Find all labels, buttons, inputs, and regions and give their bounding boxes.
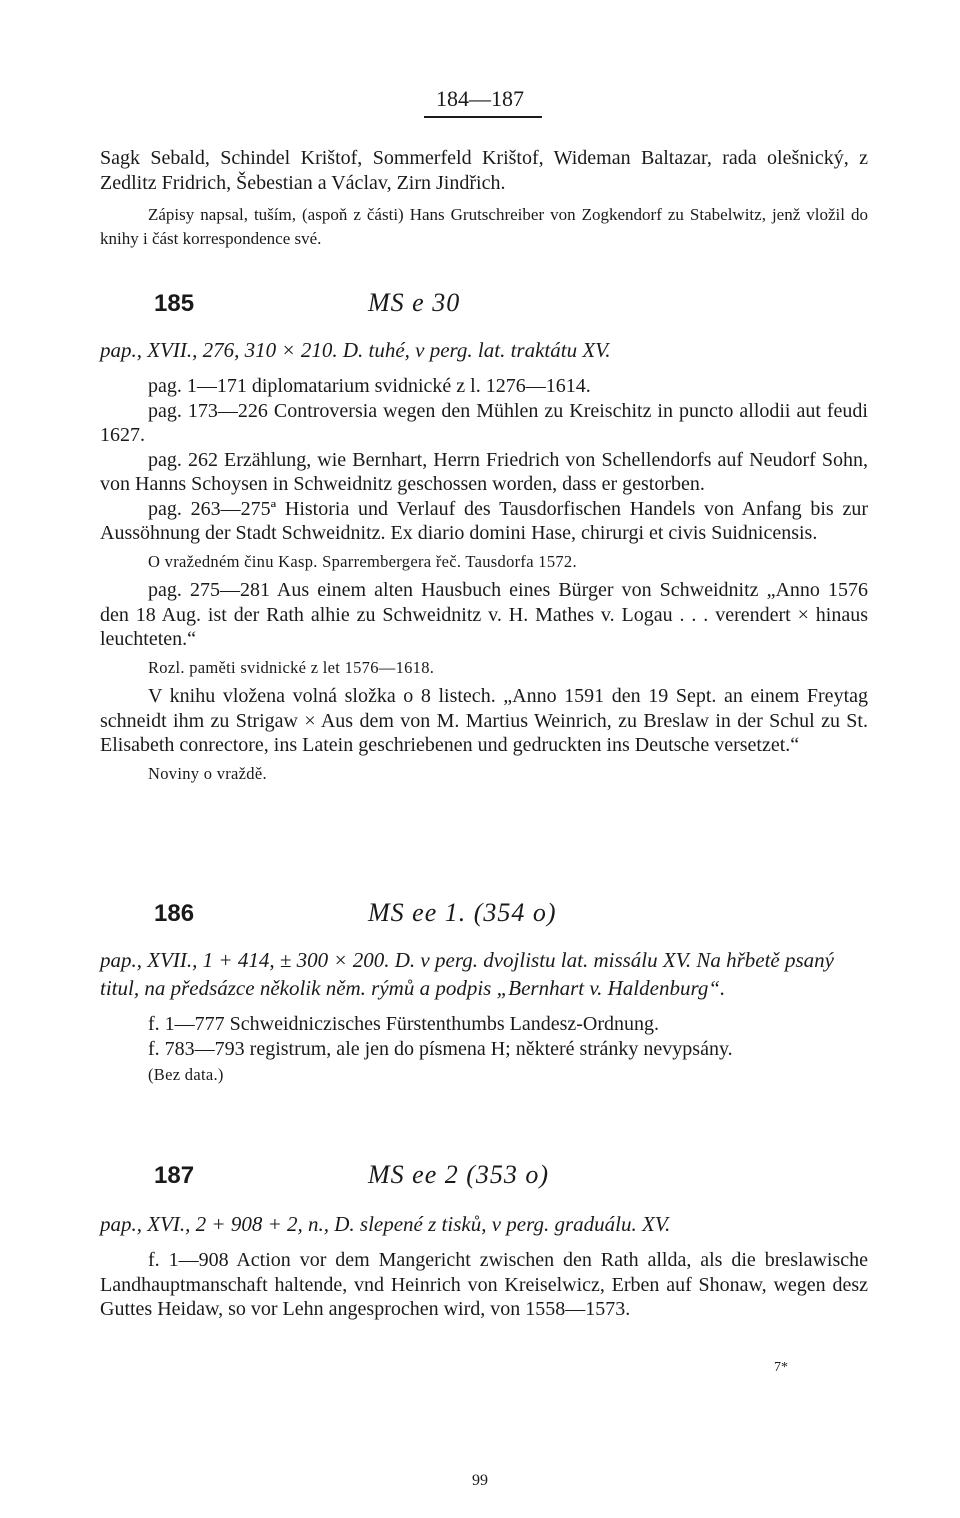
intro-note: Zápisy napsal, tuším, (aspoň z části) Hans Grutschreiber von Zogkendorf zu Stabelwitz, jenž vložil do knihy i část korrespondence své. [100,205,868,248]
physical-description: pap., XVII., 276, 310 × 210. D. tuhé, v perg. lat. traktátu XV. [100,338,611,362]
entry-range: 184—187 [436,86,524,111]
content-item: V knihu vložena volná složka o 8 listech. „Anno 1591 den 19 Sept. an einem Freytag schneidt ihm zu Strigaw × Aus dem von M. Martius Weinrich, zu Breslaw in der Schul zu St. Elisabeth conrectore, ins Latein geschriebenen und gedruckten ins Deutsche versetzet.“ [100,685,868,756]
entry-185-body [100,336,868,786]
entry-186-body [100,946,868,1088]
entry-185-heading [100,290,868,330]
page-number: 99 [472,1472,488,1489]
content-item: f. 1—777 Schweidniczisches Fürstenthumbs Landesz-Ordnung. [148,1013,660,1035]
content-item: pag. 1—171 diplomatarium svidnické z l. 1276—1614. [148,375,591,397]
entry-number: 186 [154,900,195,927]
manuscript-signature: MS e 30 [368,288,461,317]
content-item: f. 1—908 Action vor dem Mangericht zwischen den Rath allda, als die breslawische Landhauptmanschaft haltende, vnd Heinrich von Kreiselwicz, Erben auf Shonaw, wegen desz Guttes Heidaw, so vor Lehn angesprochen wird, von 1558—1573. [100,1249,868,1320]
entry-187-heading [100,1162,868,1202]
content-item: pag. 173—226 Controversia wegen den Mühlen zu Kreischitz in puncto allodii aut feudi 1627. [100,399,868,446]
content-item: f. 783—793 registrum, ale jen do písmena H; některé stránky nevypsány. [148,1037,733,1060]
page-header [0,86,960,114]
sheet-signature: 7* [774,1360,788,1375]
header-rule [424,116,542,118]
manuscript-signature: MS ee 2 (353 o) [368,1160,550,1189]
content-item: pag. 275—281 Aus einem alten Hausbuch eines Bürger von Schweidnitz „Anno 1576 den 18 Aug. ist der Rath alhie zu Schweidnitz v. H. Mathes v. Logau . . . verendert × hinaus leuchteten.“ [100,579,868,650]
entry-186-heading [100,900,868,940]
content-note: O vražedném činu Kasp. Sparrembergera řeč. Tausdorfa 1572. [148,551,577,571]
entry-number: 185 [154,290,195,317]
intro-block [100,146,868,251]
physical-description: pap., XVI., 2 + 908 + 2, n., D. slepené z tisků, v perg. graduálu. XV. [100,1212,671,1236]
content-item: pag. 262 Erzählung, wie Bernhart, Herrn Friedrich von Schellendorfs auf Neudorf Sohn, von Hanns Schoysen in Schweidnitz geschossen worden, dass er gestorben. [100,448,868,495]
entry-187-body [100,1210,868,1322]
manuscript-signature: MS ee 1. (354 o) [368,898,557,927]
content-item: pag. 263—275ª Historia und Verlauf des Tausdorfischen Handels von Anfang bis zur Aussöhnung der Stadt Schweidnitz. Ex diario domini Hase, chirurgi et civis Suidnicensis. [100,497,868,544]
content-note: Noviny o vraždě. [148,763,267,783]
entry-number: 187 [154,1162,195,1189]
content-note: Rozl. paměti svidnické z let 1576—1618. [148,657,435,677]
physical-description: pap., XVII., 1 + 414, ± 300 × 200. D. v perg. dvojlistu lat. missálu XV. Na hřbetě psaný titul, na předsázce několik něm. rýmů a podpis „Bernhart v. Haldenburg“. [100,948,834,1000]
content-note: (Bez data.) [148,1065,224,1084]
council-members: Sagk Sebald, Schindel Krištof, Sommerfeld Krištof, Wideman Baltazar, rada olešnický, z Zedlitz Fridrich, Šebestian a Václav, Zirn Jindřich. [100,147,868,194]
